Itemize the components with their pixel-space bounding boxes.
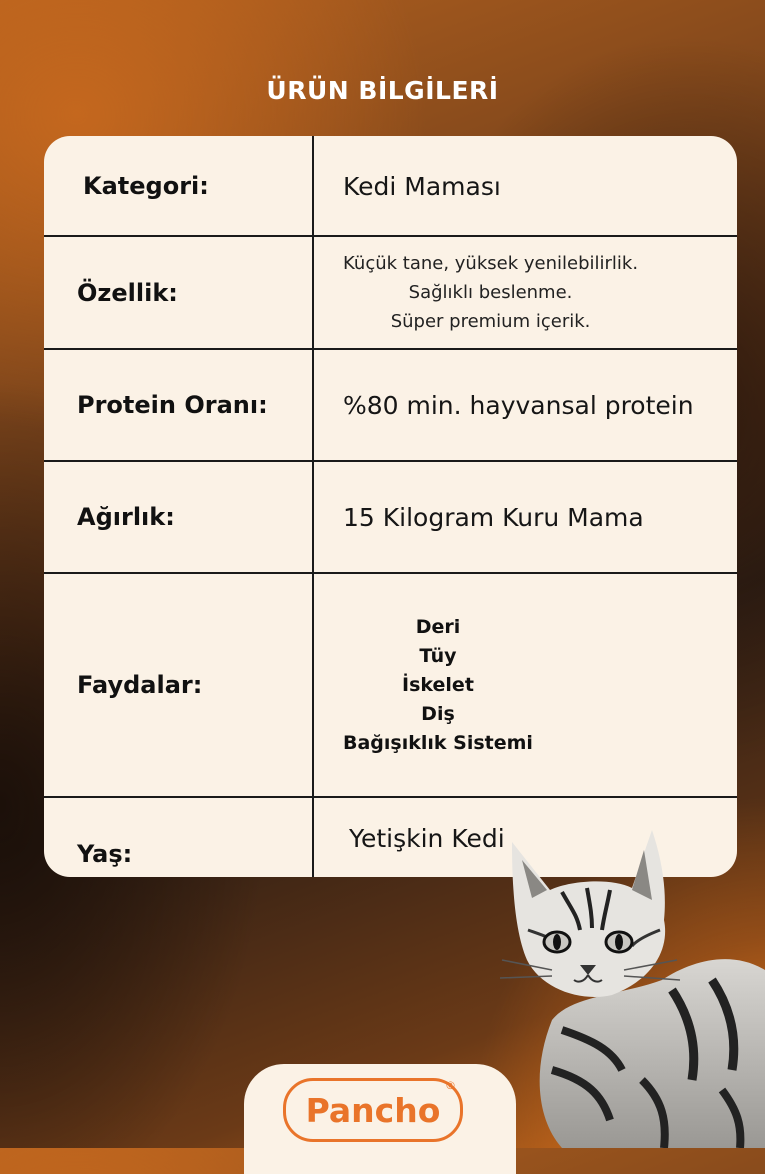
value-faydalar bbox=[343, 574, 533, 796]
label-protein: Protein Oranı: bbox=[77, 391, 268, 419]
label-ozellik: Özellik: bbox=[77, 278, 178, 307]
ozellik-line: Küçük tane, yüksek yenilebilirlik. bbox=[343, 253, 639, 274]
fayda-item: Tüy bbox=[419, 644, 457, 667]
ozellik-line: Süper premium içerik. bbox=[390, 311, 591, 332]
ozellik-line: Sağlıklı beslenme. bbox=[408, 282, 573, 303]
fayda-item: Diş bbox=[421, 702, 455, 725]
cat-illustration bbox=[492, 820, 765, 1148]
page-title: ÜRÜN BİLGİLERİ bbox=[266, 76, 499, 105]
product-info-table bbox=[44, 136, 737, 877]
registered-mark: ® bbox=[445, 1079, 456, 1092]
value-yas: Yetişkin Kedi bbox=[349, 823, 505, 853]
fayda-item: Deri bbox=[415, 615, 461, 638]
value-protein: %80 min. hayvansal protein bbox=[343, 390, 694, 420]
value-ozellik bbox=[343, 237, 638, 348]
label-kategori: Kategori: bbox=[83, 172, 209, 200]
label-faydalar: Faydalar: bbox=[77, 671, 203, 699]
brand-tab bbox=[244, 1064, 516, 1174]
value-kategori: Kedi Maması bbox=[343, 171, 501, 201]
pancho-logo bbox=[283, 1078, 463, 1142]
value-agirlik: 15 Kilogram Kuru Mama bbox=[343, 502, 644, 532]
fayda-item: Bağışıklık Sistemi bbox=[343, 731, 533, 754]
label-agirlik: Ağırlık: bbox=[77, 503, 175, 531]
fayda-item: İskelet bbox=[402, 673, 474, 696]
brand-name: Pancho bbox=[305, 1090, 441, 1130]
label-yas: Yaş: bbox=[77, 839, 133, 868]
column-divider bbox=[312, 136, 314, 877]
